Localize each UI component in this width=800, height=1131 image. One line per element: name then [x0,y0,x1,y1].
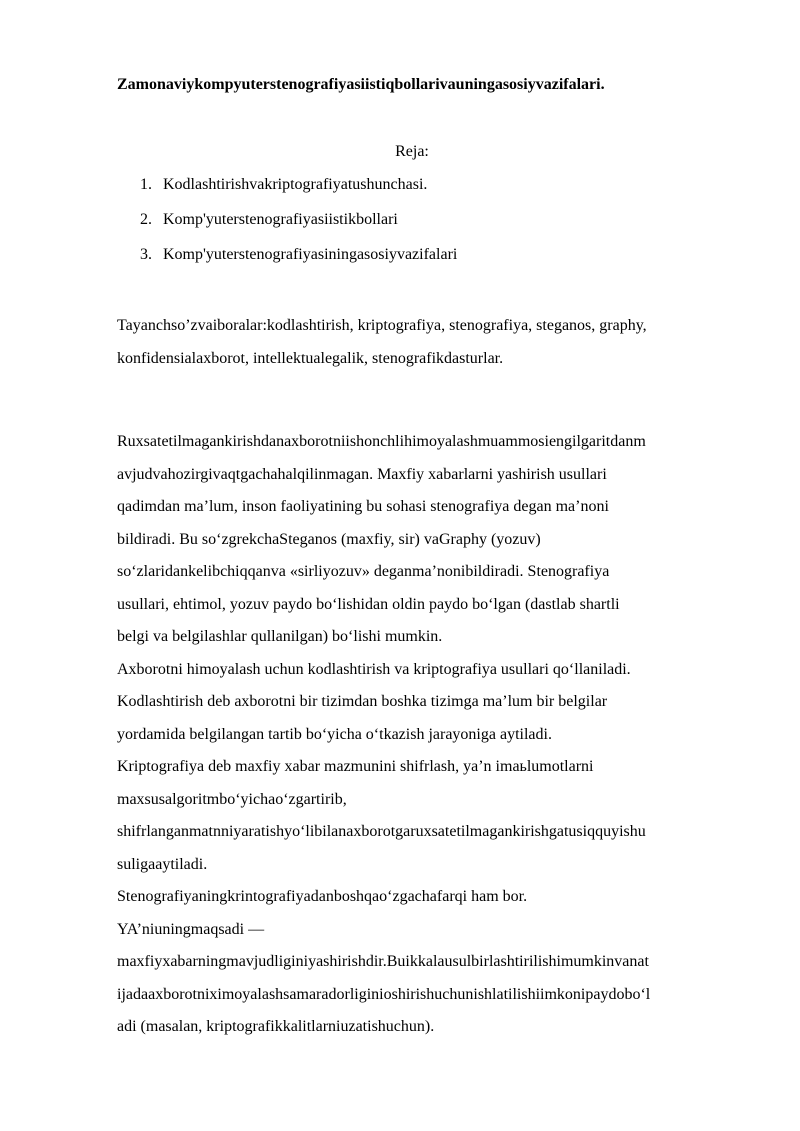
body-text [117,426,757,1044]
body-line: Kriptografiya deb maxfiy xabar mazmunini shifrlash, ya’n imaьlumotlarni [117,758,594,775]
body-line: bildiradi. Bu so‘zgrekchaSteganos (maxfiy, sir) vaGraphy (yozuv) [117,530,541,548]
plan-list [140,172,457,277]
body-line: Ruxsatetilmagankirishdanaxborotniishonchlihimoyalashmuammosiengilgaritdanm [117,433,646,450]
body-line: Stenografiyaningkrintografiyadanboshqao‘zgachafarqi ham bor. [117,888,528,905]
plan-item [140,242,457,277]
plan-item [140,172,457,207]
plan-item-number: 2. [140,211,152,228]
keywords-paragraph [117,309,757,375]
body-line: maxfiyxabarningmavjudliginiyashirishdir.Buikkalausulbirlashtirilishimumkinvanat [117,953,649,970]
body-line: Kodlashtirish deb axborotni bir tizimdan boshka tizimga ma’lum bir belgilar [117,693,608,710]
keywords-line: Tayanchso’zvaiboralar:kodlashtirish, kriptografiya, stenografiya, steganos, graphy, [117,317,647,334]
body-line: shifrlanganmatnniyaratishyo‘libilanaxborotgaruxsatetilmagankirishgatusiqquyishu [117,823,646,840]
body-line: maxsusalgoritmbo‘yichao‘zgartirib, [117,790,347,808]
body-line: avjudvahozirgivaqtgachahalqilinmagan. Maxfiy xabarlarni yashirish usullari [117,465,607,483]
plan-heading: Reja: [395,143,429,160]
plan-item-number: 1. [140,176,152,193]
body-line: ijadaaxborotniximoyalashsamaradorliginioshirishuchunishlatilishiimkonipaydobo‘l [117,985,651,1003]
body-line: usullari, ehtimol, yozuv paydo bo‘lishidan oldin paydo bo‘lgan (dastlab shartli [117,595,620,613]
body-line: suligaaytiladi. [117,855,208,873]
body-line: so‘zlaridankelibchiqqanva «sirliyozuv» deganma’nonibildiradi. Stenografiya [117,563,610,580]
body-line: belgi va belgilashlar qullanilgan) bo‘lishi mumkin. [117,628,443,645]
plan-item-text: Komp'yuterstenografiyasiistikbollari [163,211,398,228]
body-line: YA’niuningmaqsadi — [117,920,265,938]
plan-item-text: Kodlashtirishvakriptografiyatushunchasi. [163,176,428,193]
body-line: adi (masalan, kriptografikkalitlarniuzatishuchun). [117,1018,435,1035]
plan-item-text: Komp'yuterstenografiyasiningasosiyvazifalari [163,246,458,263]
plan-item-number: 3. [140,246,152,263]
document-title: Zamonaviykompyuterstenografiyasiistiqbollarivauningasosiyvazifalari. [117,76,605,93]
body-line: Axborotni himoyalash uchun kodlashtirish va kriptografiya usullari qo‘llaniladi. [117,660,631,678]
body-line: qadimdan ma’lum, inson faoliyatining bu sohasi stenografiya degan ma’noni [117,498,609,515]
keywords-line: konfidensialaxborot, intellektualegalik, stenografikdasturlar. [117,350,504,367]
plan-item [140,207,457,242]
body-line: yordamida belgilangan tartib bo‘yicha o‘tkazish jarayoniga aytiladi. [117,725,552,743]
